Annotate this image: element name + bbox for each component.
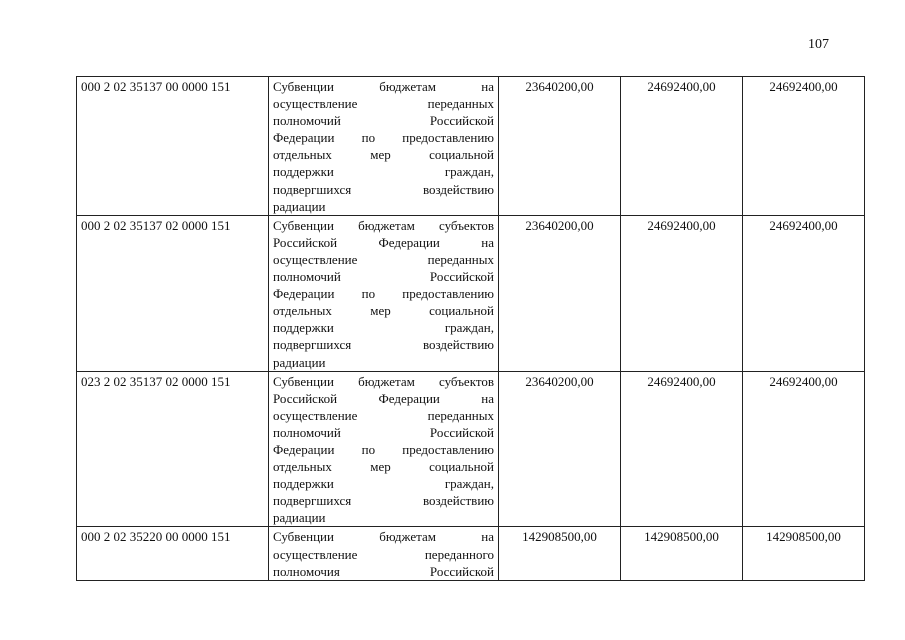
amount-cell: 23640200,00 [499, 371, 621, 527]
description-line: подвергшихся воздействию [273, 493, 494, 509]
description-line: радиации [273, 198, 326, 214]
description-line: полномочий Российской [273, 269, 494, 285]
description-cell [269, 215, 499, 371]
description-line: подвергшихся воздействию [273, 181, 494, 197]
table-row [77, 371, 865, 527]
description-cell [269, 77, 499, 216]
amount-cell: 24692400,00 [743, 77, 865, 216]
description-line: Федерации по предоставлению [273, 441, 494, 457]
table-row [77, 77, 865, 216]
description-line: Российской Федерации на [273, 390, 494, 406]
amount-cell: 24692400,00 [621, 371, 743, 527]
table-row [77, 215, 865, 371]
description-line: осуществление переданных [273, 407, 494, 423]
description-line: полномочий Российской [273, 424, 494, 440]
amount-cell: 23640200,00 [499, 215, 621, 371]
description-line: Субвенции бюджетам субъектов [273, 217, 494, 233]
budget-code-cell: 000 2 02 35137 02 0000 151 [77, 215, 269, 371]
budget-code-cell: 023 2 02 35137 02 0000 151 [77, 371, 269, 527]
description-line: подвергшихся воздействию [273, 337, 494, 353]
amount-cell: 24692400,00 [621, 215, 743, 371]
description-line: отдельных мер социальной [273, 147, 494, 163]
description-line: поддержки граждан, [273, 320, 494, 336]
amount-cell: 142908500,00 [743, 527, 865, 580]
description-line: Федерации по предоставлению [273, 130, 494, 146]
description-line: Субвенции бюджетам на [273, 79, 494, 94]
budget-code-cell: 000 2 02 35137 00 0000 151 [77, 77, 269, 216]
description-line: полномочий Российской [273, 113, 494, 129]
description-line: поддержки граждан, [273, 476, 494, 492]
budget-table [76, 76, 865, 581]
description-line: радиации [273, 354, 326, 370]
amount-cell: 142908500,00 [621, 527, 743, 580]
amount-cell: 23640200,00 [499, 77, 621, 216]
description-line: Субвенции бюджетам на [273, 529, 494, 545]
description-cell [269, 371, 499, 527]
description-line: полномочия Российской [273, 563, 494, 579]
description-line: осуществление переданных [273, 96, 494, 112]
amount-cell: 24692400,00 [621, 77, 743, 216]
description-line: поддержки граждан, [273, 164, 494, 180]
description-line: Федерации по предоставлению [273, 286, 494, 302]
budget-code-cell: 000 2 02 35220 00 0000 151 [77, 527, 269, 580]
description-line: отдельных мер социальной [273, 459, 494, 475]
description-line: Российской Федерации на [273, 234, 494, 250]
description-line: радиации [273, 510, 326, 526]
page-number: 107 [808, 37, 829, 52]
description-line: осуществление переданного [273, 546, 494, 562]
table-row [77, 527, 865, 580]
description-line: осуществление переданных [273, 251, 494, 267]
amount-cell: 142908500,00 [499, 527, 621, 580]
amount-cell: 24692400,00 [743, 371, 865, 527]
description-cell [269, 527, 499, 580]
description-line: отдельных мер социальной [273, 303, 494, 319]
description-line: Субвенции бюджетам субъектов [273, 373, 494, 389]
amount-cell: 24692400,00 [743, 215, 865, 371]
